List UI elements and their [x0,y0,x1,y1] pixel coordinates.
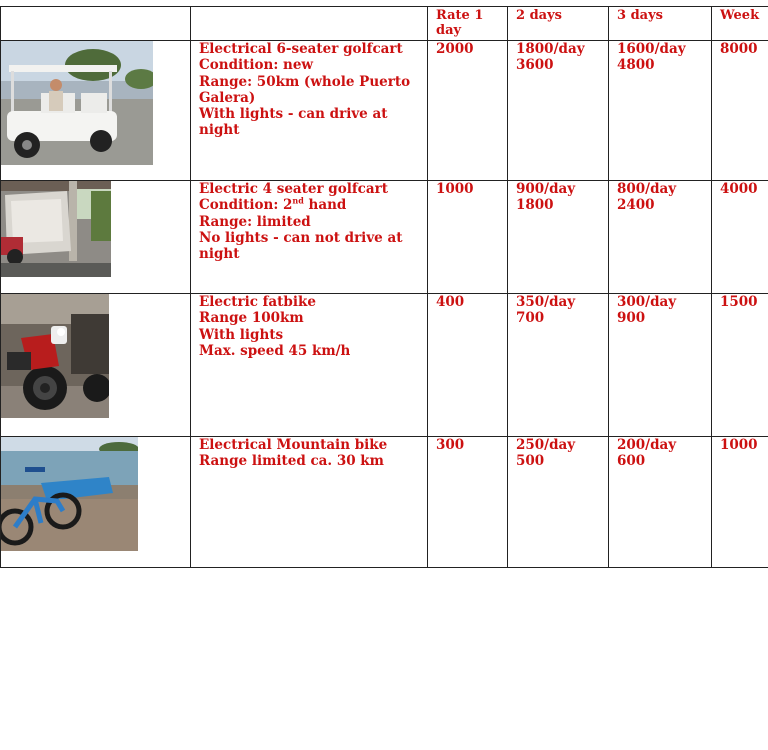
per-day-price: 1600/day [617,41,686,57]
description-line: Electrical 6-seater golfcart [199,41,403,57]
mountain-bike-photo [1,437,138,551]
week-cell: 1000 [712,437,768,568]
total-price: 1800 [516,197,554,214]
week-cell: 8000 [712,41,768,181]
covered-golfcart-photo [1,181,111,277]
total-price: 700 [516,310,545,327]
two-days-cell [508,41,609,181]
header-image-cell [1,7,191,41]
description-line: Range: limited [199,213,311,230]
description-line [199,197,427,213]
rate-1-day-cell: 1000 [428,181,508,294]
image-cell [1,41,191,181]
header-week: Week [712,7,768,41]
header-3-days: 3 days [609,7,712,41]
image-cell [1,294,191,437]
description-line: Electric fatbike [199,294,316,310]
week-cell: 1500 [712,294,768,437]
description-line: Range 100km [199,310,304,327]
three-days-cell [609,294,712,437]
image-cell [1,437,191,568]
rate-1-day-cell: 400 [428,294,508,437]
three-days-cell [609,181,712,294]
three-days-cell [609,437,712,568]
description-cell [191,294,428,437]
description-cell [191,181,428,294]
per-day-price: 300/day [617,294,677,310]
per-day-price: 200/day [617,437,677,453]
fatbike-photo [1,294,109,418]
total-price: 600 [617,453,646,470]
table-row [1,294,768,437]
two-days-cell [508,181,609,294]
week-cell: 4000 [712,181,768,294]
condition-tail: hand [303,197,347,214]
per-day-price: 250/day [516,437,576,453]
per-day-price: 1800/day [516,41,585,57]
total-price: 2400 [617,197,655,214]
description-line: With lights - can drive at night [199,106,388,139]
image-cell [1,181,191,294]
rate-1-day-cell: 2000 [428,41,508,181]
two-days-cell [508,437,609,568]
per-day-price: 800/day [617,181,677,197]
header-row [1,7,768,41]
description-line: Range: 50km (whole Puerto Galera) [199,73,411,106]
description-cell [191,41,428,181]
header-2-days: 2 days [508,7,609,41]
three-days-cell [609,41,712,181]
condition-text: Condition: 2 [199,197,293,214]
total-price: 3600 [516,57,554,74]
description-line: No lights - can not drive at night [199,229,403,263]
rental-price-table [0,6,768,568]
description-cell [191,437,428,568]
total-price: 900 [617,310,646,327]
rate-1-day-cell: 300 [428,437,508,568]
white-golfcart-photo [1,41,153,165]
description-line: Electric 4 seater golfcart [199,181,388,197]
table-row [1,437,768,568]
per-day-price: 900/day [516,181,576,197]
header-description-cell [191,7,428,41]
description-line: With lights [199,326,284,343]
total-price: 500 [516,453,545,470]
description-line: Electrical Mountain bike [199,437,388,453]
per-day-price: 350/day [516,294,576,310]
header-rate-1-day: Rate 1 day [428,7,508,41]
table-row [1,41,768,181]
description-line: Range limited ca. 30 km [199,453,384,470]
superscript: nd [292,195,304,206]
description-line: Max. speed 45 km/h [199,342,351,359]
total-price: 4800 [617,57,655,74]
table-row [1,181,768,294]
description-line: Condition: new [199,57,314,74]
two-days-cell [508,294,609,437]
